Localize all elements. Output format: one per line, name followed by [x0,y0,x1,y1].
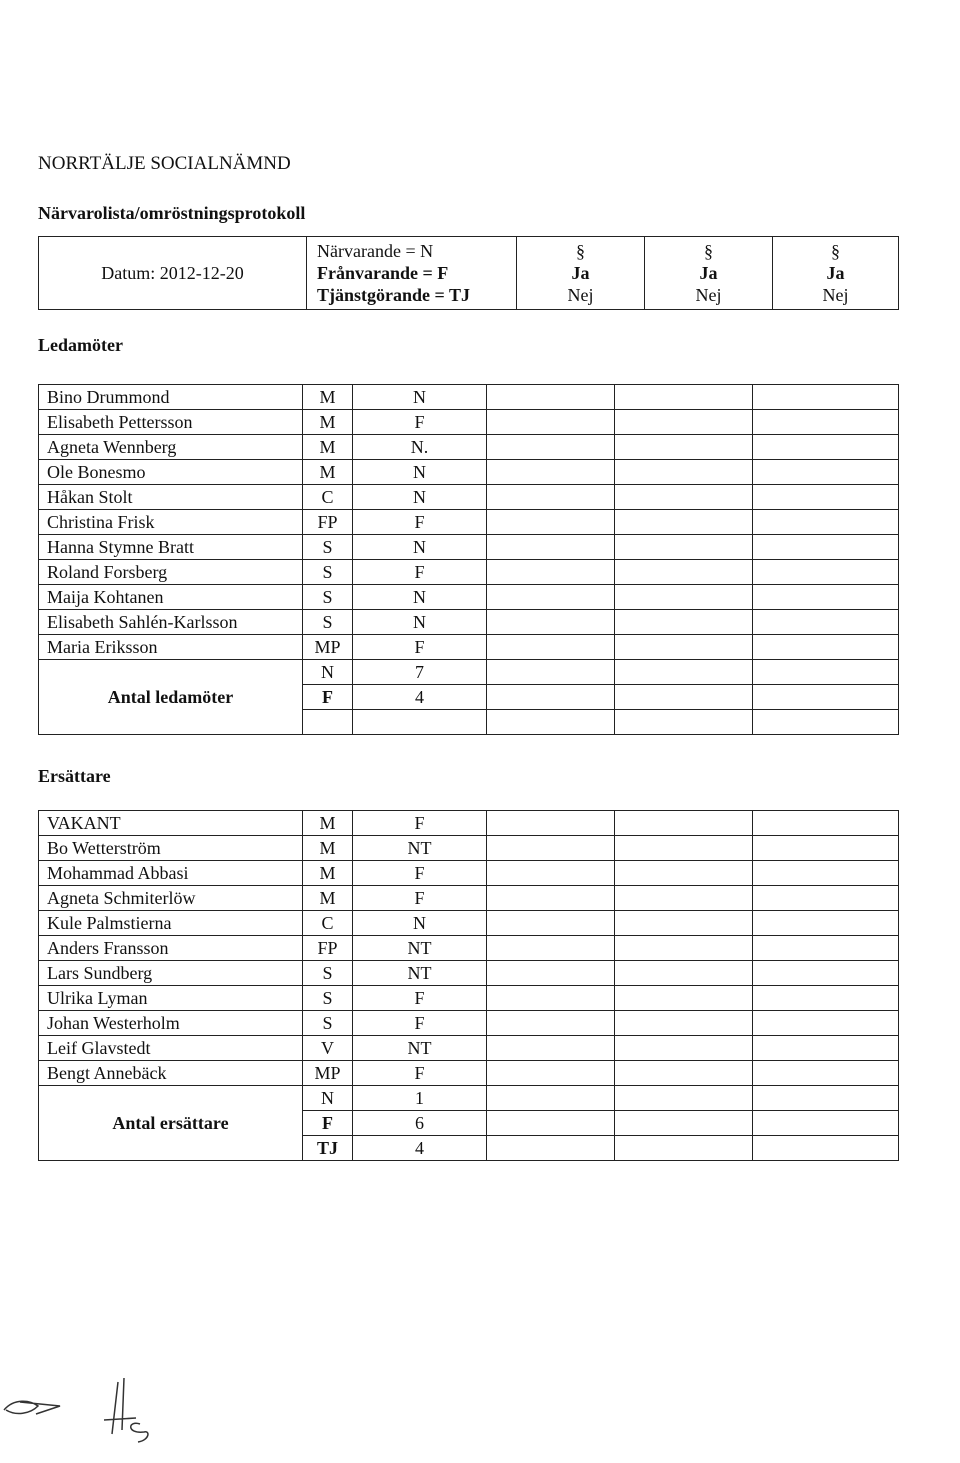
vote-cell [753,1011,899,1036]
party-cell: S [303,560,353,585]
vote-cell [487,836,615,861]
vote-cell [753,510,899,535]
handwritten-initials [0,1370,200,1450]
member-name: Lars Sundberg [39,961,303,986]
vote-cell [753,1136,899,1161]
member-name: Maija Kohtanen [39,585,303,610]
vote-cell [487,535,615,560]
vote-cell [487,911,615,936]
total-key: TJ [303,1136,353,1161]
member-name: Ulrika Lyman [39,986,303,1011]
vote-cell [615,1061,753,1086]
document-subtitle: Närvarolista/omröstningsprotokoll [38,203,306,223]
total-value: 1 [353,1086,487,1111]
vote-cell [753,836,899,861]
member-name: Roland Forsberg [39,560,303,585]
vote-cell [487,961,615,986]
status-cell: F [353,410,487,435]
vote-cell [753,1036,899,1061]
vote-cell [753,710,899,735]
vote-nej: Nej [822,285,849,305]
total-label: Antal ersättare [39,1086,303,1161]
table-row [39,836,899,861]
member-name: Elisabeth Sahlén-Karlsson [39,610,303,635]
vote-cell [753,610,899,635]
party-cell: M [303,836,353,861]
vote-cell [487,1136,615,1161]
vote-cell [487,1061,615,1086]
status-cell: NT [353,936,487,961]
vote-section: § [831,241,840,261]
status-cell: F [353,986,487,1011]
vote-cell [753,535,899,560]
party-cell: MP [303,635,353,660]
vote-cell [615,535,753,560]
table-row [39,460,899,485]
member-name: VAKANT [39,811,303,836]
status-cell: F [353,861,487,886]
table-row [39,1011,899,1036]
status-cell: N [353,535,487,560]
table-row [39,410,899,435]
vote-cell [615,936,753,961]
total-value: 4 [353,685,487,710]
vote-cell [753,1111,899,1136]
party-cell: M [303,460,353,485]
party-cell: M [303,861,353,886]
status-cell: F [353,1011,487,1036]
status-cell: NT [353,1036,487,1061]
party-cell: C [303,911,353,936]
party-cell: V [303,1036,353,1061]
vote-cell [487,986,615,1011]
vote-cell [487,435,615,460]
total-label: Antal ledamöter [39,660,303,735]
vote-cell [615,460,753,485]
vote-cell [487,1011,615,1036]
vote-cell [615,435,753,460]
member-name: Hanna Stymne Bratt [39,535,303,560]
status-cell: N [353,911,487,936]
status-cell: F [353,635,487,660]
vote-cell [615,1136,753,1161]
member-name: Mohammad Abbasi [39,861,303,886]
status-cell: N [353,610,487,635]
status-cell: F [353,811,487,836]
legend-serving: Tjänstgörande = TJ [317,285,470,305]
members-table [38,384,899,735]
vote-cell [615,510,753,535]
table-row [39,535,899,560]
vote-cell [615,660,753,685]
vote-cell [487,886,615,911]
status-cell: NT [353,961,487,986]
substitutes-heading: Ersättare [38,766,111,786]
status-cell: N [353,460,487,485]
member-name: Kule Palmstierna [39,911,303,936]
vote-cell [615,811,753,836]
table-row [39,861,899,886]
total-row [39,660,899,685]
vote-cell [753,911,899,936]
party-cell: M [303,435,353,460]
status-cell: NT [353,836,487,861]
vote-cell [487,410,615,435]
table-row [39,610,899,635]
vote-cell [487,1036,615,1061]
substitutes-table [38,810,899,1161]
table-row [39,560,899,585]
legend-present: Närvarande = N [317,241,434,261]
status-cell: F [353,510,487,535]
vote-col-3 [773,237,899,310]
status-cell: N [353,485,487,510]
vote-cell [615,1011,753,1036]
table-row [39,811,899,836]
table-row [39,936,899,961]
vote-ja: Ja [699,263,718,283]
table-row [39,961,899,986]
member-name: Elisabeth Pettersson [39,410,303,435]
table-row [39,385,899,410]
table-row [39,510,899,535]
party-cell: C [303,485,353,510]
vote-cell [753,460,899,485]
table-row [39,635,899,660]
legend-cell [307,237,517,310]
vote-cell [615,911,753,936]
status-cell: F [353,560,487,585]
total-key: F [303,685,353,710]
vote-cell [615,385,753,410]
vote-cell [615,1111,753,1136]
vote-cell [487,460,615,485]
vote-cell [753,1061,899,1086]
vote-cell [753,660,899,685]
vote-cell [487,710,615,735]
total-key [303,710,353,735]
table-row [39,1061,899,1086]
vote-col-1 [517,237,645,310]
total-key: N [303,1086,353,1111]
legend-absent: Frånvarande = F [317,263,449,283]
total-row [39,1086,899,1111]
vote-cell [487,385,615,410]
date-cell: Datum: 2012-12-20 [39,237,307,310]
member-name: Johan Westerholm [39,1011,303,1036]
party-cell: FP [303,936,353,961]
vote-ja: Ja [571,263,590,283]
member-name: Bo Wetterström [39,836,303,861]
vote-section: § [704,241,713,261]
total-value: 4 [353,1136,487,1161]
party-cell: S [303,610,353,635]
vote-cell [615,610,753,635]
total-value: 6 [353,1111,487,1136]
vote-cell [753,986,899,1011]
table-row [39,585,899,610]
vote-cell [615,861,753,886]
vote-cell [753,961,899,986]
party-cell: FP [303,510,353,535]
vote-cell [487,610,615,635]
party-cell: M [303,811,353,836]
vote-cell [753,585,899,610]
party-cell: S [303,986,353,1011]
table-row [39,911,899,936]
header-table [38,236,899,310]
party-cell: M [303,410,353,435]
vote-cell [487,635,615,660]
vote-section: § [576,241,585,261]
member-name: Agneta Schmiterlöw [39,886,303,911]
vote-ja: Ja [826,263,845,283]
vote-cell [753,861,899,886]
table-row [39,435,899,460]
member-name: Ole Bonesmo [39,460,303,485]
status-cell: N. [353,435,487,460]
party-cell: M [303,886,353,911]
member-name: Agneta Wennberg [39,435,303,460]
vote-cell [615,635,753,660]
member-name: Leif Glavstedt [39,1036,303,1061]
total-value [353,710,487,735]
vote-cell [615,886,753,911]
vote-cell [615,710,753,735]
vote-cell [753,560,899,585]
member-name: Christina Frisk [39,510,303,535]
vote-cell [615,560,753,585]
vote-cell [487,685,615,710]
vote-cell [487,1111,615,1136]
vote-cell [487,560,615,585]
vote-cell [487,811,615,836]
vote-cell [753,886,899,911]
table-row [39,886,899,911]
vote-cell [615,485,753,510]
party-cell: S [303,585,353,610]
vote-cell [487,936,615,961]
status-cell: F [353,1061,487,1086]
vote-cell [615,1036,753,1061]
member-name: Bengt Annebäck [39,1061,303,1086]
vote-col-2 [645,237,773,310]
vote-cell [753,936,899,961]
vote-cell [753,811,899,836]
vote-nej: Nej [567,285,594,305]
party-cell: M [303,385,353,410]
vote-cell [615,836,753,861]
party-cell: MP [303,1061,353,1086]
vote-cell [615,685,753,710]
vote-cell [487,1086,615,1111]
total-value: 7 [353,660,487,685]
table-row [39,1036,899,1061]
vote-cell [615,961,753,986]
status-cell: F [353,886,487,911]
vote-cell [753,410,899,435]
vote-nej: Nej [695,285,722,305]
vote-cell [487,660,615,685]
vote-cell [753,485,899,510]
vote-cell [615,585,753,610]
vote-cell [615,986,753,1011]
vote-cell [487,861,615,886]
member-name: Håkan Stolt [39,485,303,510]
status-cell: N [353,585,487,610]
members-heading: Ledamöter [38,335,123,355]
status-cell: N [353,385,487,410]
vote-cell [753,385,899,410]
vote-cell [753,685,899,710]
table-row [39,986,899,1011]
document-title: NORRTÄLJE SOCIALNÄMND [38,153,291,174]
total-key: N [303,660,353,685]
party-cell: S [303,1011,353,1036]
vote-cell [487,485,615,510]
party-cell: S [303,535,353,560]
party-cell: S [303,961,353,986]
vote-cell [487,510,615,535]
member-name: Maria Eriksson [39,635,303,660]
vote-cell [753,635,899,660]
vote-cell [753,1086,899,1111]
total-key: F [303,1111,353,1136]
member-name: Bino Drummond [39,385,303,410]
vote-cell [753,435,899,460]
vote-cell [487,585,615,610]
table-row [39,485,899,510]
member-name: Anders Fransson [39,936,303,961]
vote-cell [615,410,753,435]
vote-cell [615,1086,753,1111]
